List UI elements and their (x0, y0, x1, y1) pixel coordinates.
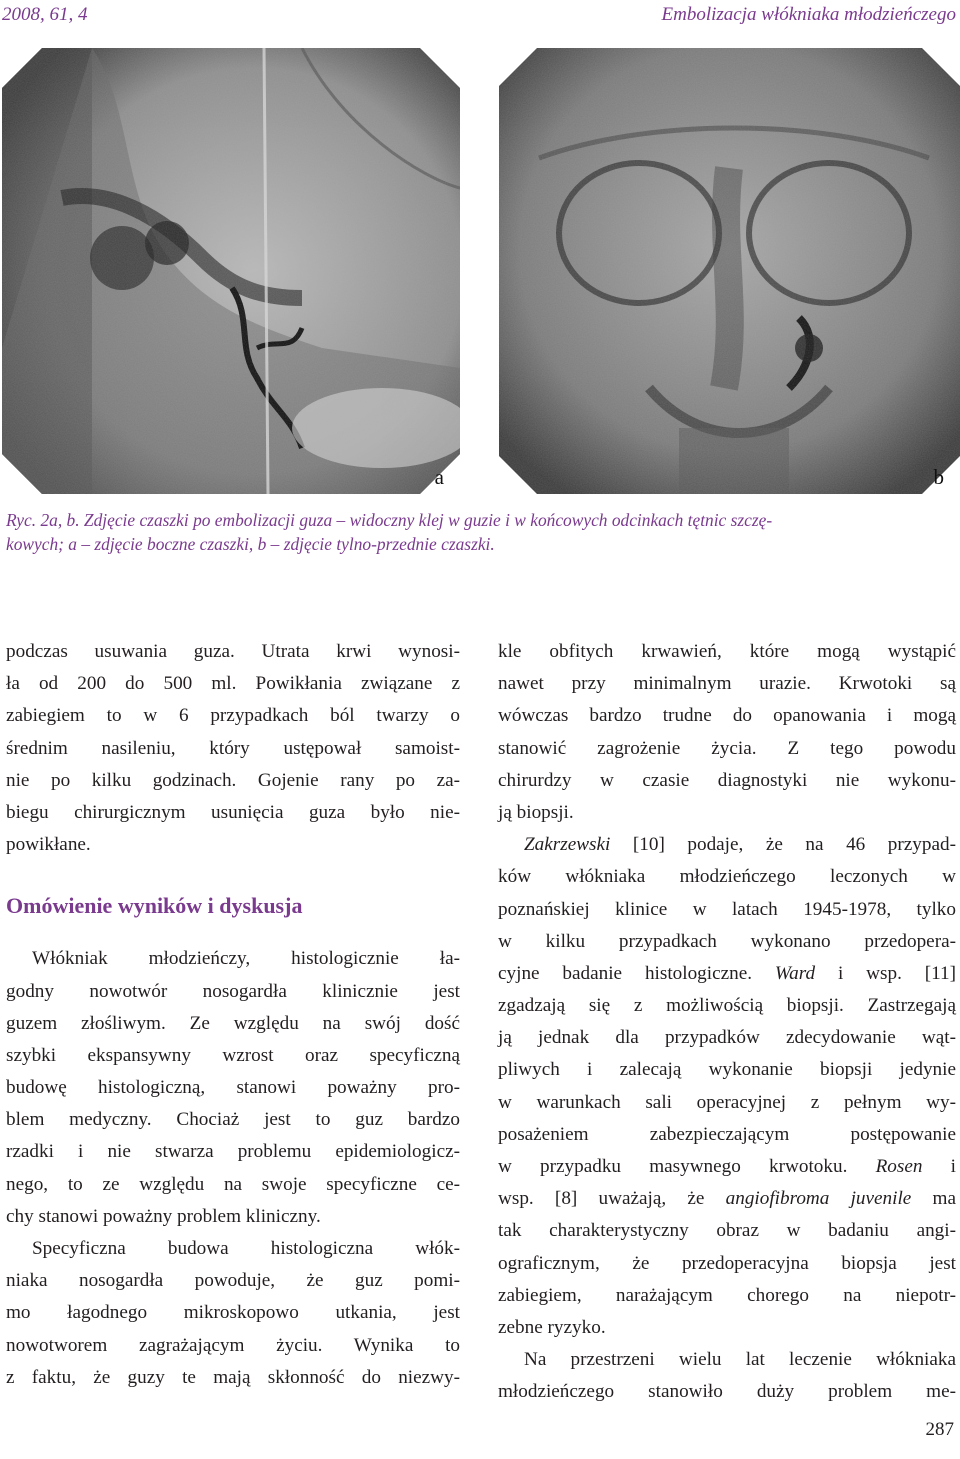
frontal-skull-xray-image (499, 48, 960, 494)
text-line: ków włókniaka młodzieńczego leczonych w (498, 866, 956, 888)
text-line: mo łagodnego mikroskopowo utkania, jest (6, 1302, 460, 1324)
caption-line: kowych; a – zdjęcie boczne czaszki, b – zdjęcie tylno-przednie czaszki. (6, 534, 495, 554)
text-line: biegu chirurgicznym usunięcia guza było nie- (6, 801, 460, 823)
text-line: zgadzają się z możliwością biopsji. Zastrzegają (498, 995, 956, 1017)
text-line: blem medyczny. Chociaż jest to guz bardzo (6, 1109, 460, 1131)
paragraph (6, 943, 460, 1233)
caption-line: Ryc. 2a, b. Zdjęcie czaszki po embolizacji guza – widoczny klej w guzie i w końcowych odcinkach tętnic szczę- (6, 510, 773, 530)
page-number: 287 (925, 1419, 954, 1440)
author-name: Rosen (875, 1156, 923, 1177)
paragraph (6, 636, 460, 861)
xray-panel-b (499, 48, 960, 494)
paragraph (498, 1344, 956, 1408)
journal-issue: 2008, 61, 4 (2, 4, 88, 25)
article-short-title: Embolizacja włókniaka młodzieńczego (661, 4, 956, 25)
text-line: niaka nosogardła powoduje, że guz pomi- (6, 1270, 460, 1292)
text-line: cyjne badanie histologiczne. Ward i wsp. [11] (498, 962, 956, 984)
text-line: budowę histologiczną, stanowi poważny pro- (6, 1077, 460, 1099)
text-line: ją biopsji. (498, 801, 574, 823)
text-line: w warunkach sali operacyjnej z pełnym wy- (498, 1091, 956, 1113)
text-line: Specyficzna budowa histologiczna włók- (32, 1238, 460, 1259)
text-line: zabiegiem, narażającym chorego na niepotr- (498, 1284, 956, 1306)
figure-2 (2, 48, 960, 494)
text-line: zabiegiem to w 6 przypadkach ból twarzy o (6, 705, 460, 727)
text-line: nawet przy minimalnym urazie. Krwotoki są (498, 673, 956, 695)
text-line: Zakrzewski [10] podaje, że na 46 przypad- (524, 834, 956, 856)
text-line: Włókniak młodzieńczy, histologicznie ła- (32, 948, 460, 970)
lateral-skull-xray-image (2, 48, 460, 494)
panel-label-a: a (434, 465, 444, 489)
paragraph (6, 1233, 460, 1394)
text-line: stanowić zagrożenie życia. Z tego powodu (498, 737, 956, 759)
text-line: ograficznym, że przedoperacyjna biopsja jest (498, 1252, 956, 1274)
text-line: szybki ekspansywny wzrost oraz specyficzną (6, 1044, 460, 1066)
text-line: pliwych i zalecają wykonanie biopsji jedynie (498, 1059, 956, 1081)
text-line: chirurdzy w czasie diagnostyki nie wykonu- (498, 769, 956, 791)
figure-caption (6, 508, 956, 556)
text-line: powikłane. (6, 834, 91, 856)
text-line: Na przestrzeni wielu lat leczenie włókniaka (524, 1349, 956, 1371)
latin-term: angiofibroma juvenile (725, 1188, 912, 1210)
text-line: posażeniem zabezpieczającym postępowanie (498, 1123, 956, 1145)
text-line: ją jednak dla przypadków zdecydowanie wąt- (498, 1027, 956, 1049)
text-line: guzem złośliwym. Ze względu na swój dość (6, 1012, 460, 1034)
xray-panel-a (2, 48, 460, 494)
text-line: z faktu, że guzy te mają skłonność do niezwy- (6, 1366, 460, 1388)
text-line: poznańskiej klinice w latach 1945-1978, tylko (498, 898, 956, 920)
text-line: młodzieńczego stanowiło duży problem me- (498, 1381, 956, 1403)
text-line: nego, to ze względu na swoje specyficzne ce- (6, 1173, 460, 1195)
right-column (498, 636, 956, 1409)
text-line: ła od 200 do 500 ml. Powikłania związane z (6, 673, 460, 695)
text-line: rzadki i nie stwarza problemu epidemiologicz- (6, 1141, 460, 1163)
text-line: kle obfitych krwawień, które mogą wystąpić (498, 641, 956, 662)
text-line: wówczas bardzo trudne do opanowania i mogą (498, 705, 956, 727)
text-line: w przypadku masywnego krwotoku. Rosen i (498, 1156, 956, 1177)
text-line: w kilku przypadkach wykonano przedopera- (498, 930, 956, 952)
text-line: tak charakterystyczny obraz w badaniu angi- (498, 1220, 956, 1242)
text-line: chy stanowi poważny problem kliniczny. (6, 1205, 321, 1227)
paragraph (498, 829, 956, 1344)
paragraph (498, 636, 956, 829)
text-line: średnim nasileniu, który ustępował samoist- (6, 737, 460, 759)
text-line: podczas usuwania guza. Utrata krwi wynosi- (6, 641, 460, 662)
text-line: wsp. [8] uważają, że angiofibroma juvenile ma (498, 1188, 956, 1210)
author-name: Zakrzewski (524, 834, 611, 856)
text-line: zebne ryzyko. (498, 1316, 606, 1338)
text-line: nie po kilku godzinach. Gojenie rany po za- (6, 769, 460, 791)
section-heading: Omówienie wyników i dyskusja (6, 893, 303, 919)
left-column (6, 636, 460, 1394)
text-line: godny nowotwór nosogardła klinicznie jest (6, 980, 460, 1002)
running-header (2, 4, 956, 30)
panel-label-b: b (933, 465, 944, 489)
text-line: nowotworem zagrażającym życiu. Wynika to (6, 1334, 460, 1356)
author-name: Ward (774, 962, 816, 984)
